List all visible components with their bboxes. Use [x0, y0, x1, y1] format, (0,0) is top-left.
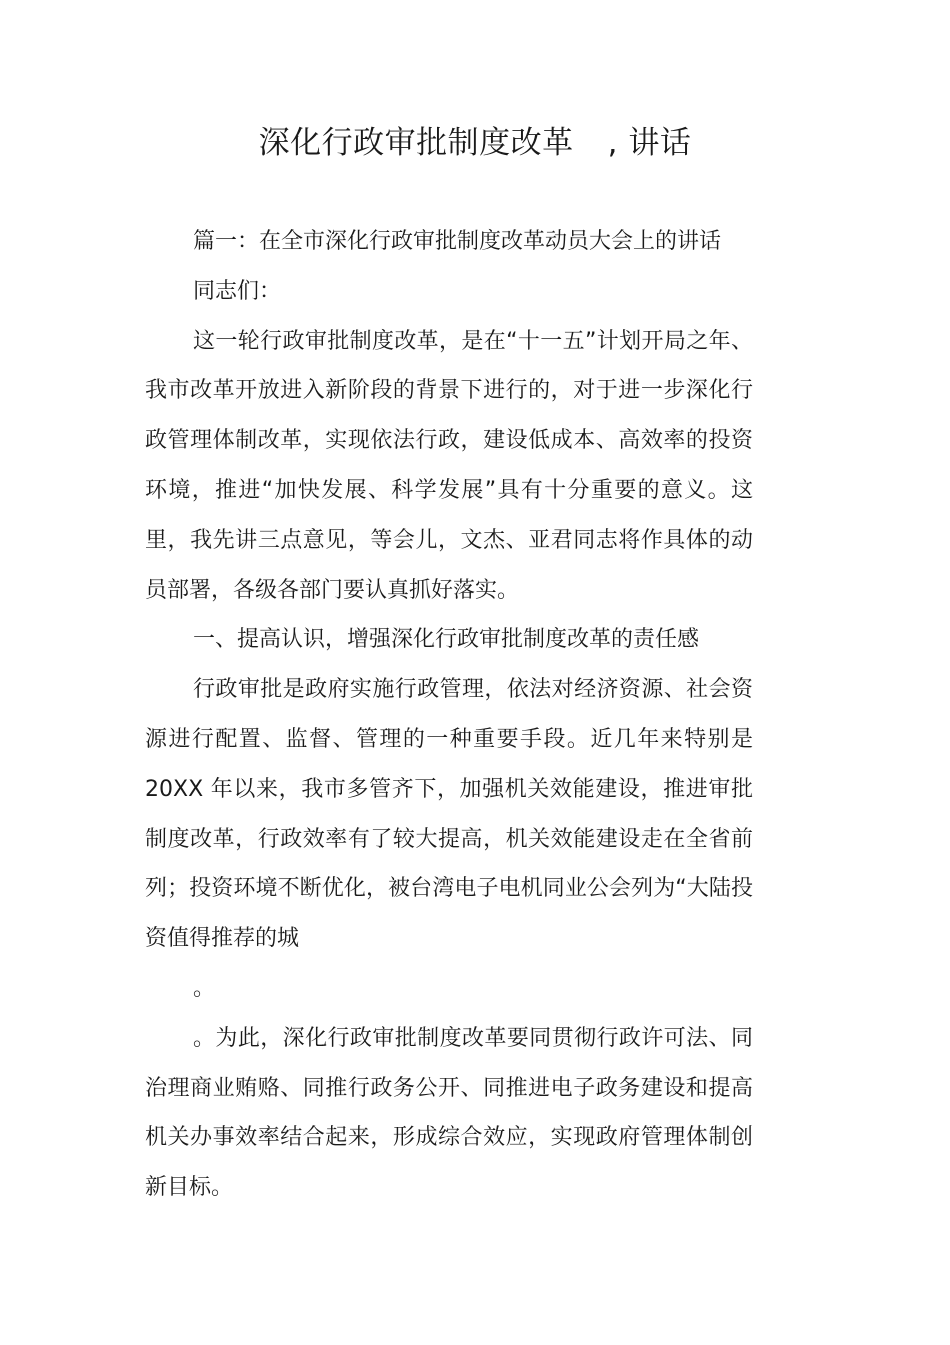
document-title [0, 118, 950, 168]
salutation: 同志们： [193, 278, 282, 304]
paragraph: 这一轮行政审批制度改革，是在“十一五”计划开局之年、我市改革开放进入新阶段的背景下进行的，对于进一步深化行政管理体制改革，实现依法行政，建设低成本、高效率的投资环境，推进“加快发展、科学发展”具有十分重要的意义。这里，我先讲三点意见，等会儿，文杰、亚君同志将作具体的动员部署，各级各部门要认真抓好落实。 [145, 328, 753, 603]
document-body [145, 217, 753, 1213]
subsection-heading: 一、提高认识，增强深化行政审批制度改革的责任感 [193, 627, 700, 653]
paragraph-fragment: 。 [193, 975, 216, 1001]
paragraph: 行政审批是政府实施行政管理，依法对经济资源、社会资源进行配置、监督、管理的一种重要手段。近几年来特别是 20XX 年以来，我市多管齐下，加强机关效能建设，推进审批制度改革，行政效率有了较大提高，机关效能建设走在全省前列；投资环境不断优化，被台湾电子电机同业公会列为“大陆投资值得推荐的城 [145, 677, 753, 952]
paragraph: 。为此，深化行政审批制度改革要同贯彻行政许可法、同治理商业贿赂、同推行政务公开、同推进电子政务建设和提高机关办事效率结合起来，形成综合效应，实现政府管理体制创新目标。 [145, 1025, 753, 1201]
section-heading: 篇一：在全市深化行政审批制度改革动员大会上的讲话 [193, 229, 722, 254]
title-main: 深化行政审批制度改革 [258, 125, 574, 161]
title-suffix: , 讲话 [607, 125, 692, 161]
